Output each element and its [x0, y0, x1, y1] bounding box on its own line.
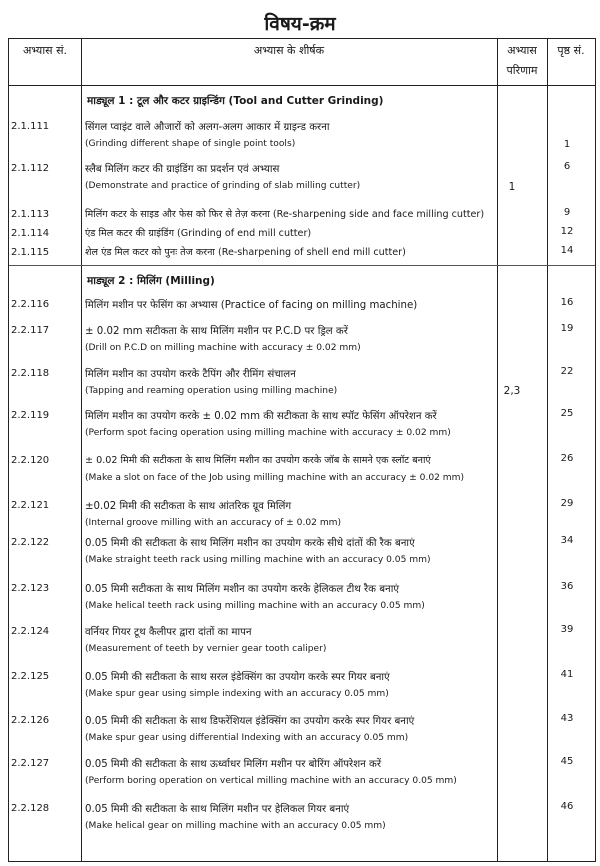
page-number: 19: [560, 323, 574, 334]
exercise-number: 2.1.111: [11, 121, 50, 132]
exercise-title-english: (Make spur gear using differential Indexing with an accuracy 0.05 mm): [85, 733, 409, 743]
module-1-outcome: 1: [508, 181, 516, 193]
page-number: 25: [560, 408, 574, 419]
exercise-title-english: (Make helical gear on milling machine with an accuracy 0.05 mm): [85, 821, 386, 831]
exercise-number: 2.2.126: [11, 715, 50, 726]
exercise-title: मिलिंग कटर के साइड और फेस को फिर से तेज़ करना (Re-sharpening side and face milling cutter): [85, 209, 485, 220]
exercise-number: 2.2.127: [11, 758, 50, 769]
exercise-number: 2.2.118: [11, 368, 50, 379]
header-divider: [9, 85, 595, 86]
exercise-number: 2.2.119: [11, 410, 50, 421]
exercise-number: 2.2.123: [11, 583, 50, 594]
module-2-outcome: 2,3: [503, 385, 521, 397]
header-exercise-title: अभ्यास के शीर्षक: [253, 44, 325, 57]
header-page-no: पृष्ठ सं.: [557, 44, 585, 57]
exercise-number: 2.2.124: [11, 626, 50, 637]
module-2-heading: माड्यूल 2 : मिलिंग (Milling): [87, 275, 215, 287]
exercise-title-hindi: ±0.02 मिमी की सटीकता के साथ आंतरिक ग्रूव मिलिंग: [85, 501, 292, 512]
exercise-title-hindi: 0.05 मिमी की सटीकता के साथ मिलिंग मशीन पर हेलिकल गियर बनाएं: [85, 804, 350, 815]
exercise-title-english: (Grinding different shape of single point tools): [85, 139, 296, 149]
page-number: 45: [560, 756, 574, 767]
page-number: 34: [560, 535, 574, 546]
exercise-title-hindi: 0.05 मिमी की सटीकता के साथ डिफरेंशियल इंडेक्सिंग का उपयोग करके स्पर गियर बनाएं: [85, 716, 415, 727]
exercise-title-english: (Make straight teeth rack using milling machine with an accuracy 0.05 mm): [85, 555, 431, 565]
exercise-title-hindi: स्लैब मिलिंग कटर की ग्राइंडिंग का प्रदर्शन एवं अभ्यास: [85, 164, 280, 175]
exercise-title-english: (Tapping and reaming operation using milling machine): [85, 386, 338, 396]
column-divider: [497, 39, 498, 861]
exercise-title-english: (Make a slot on face of the Job using milling machine with an accuracy ± 0.02 mm): [85, 473, 465, 483]
page-number: 26: [560, 453, 574, 464]
exercise-number: 2.1.114: [11, 228, 50, 239]
page-number: 9: [563, 207, 571, 218]
exercise-number: 2.2.125: [11, 671, 50, 682]
exercise-title-hindi: 0.05 मिमी की सटीकता के साथ ऊर्ध्वाधर मिलिंग मशीन पर बोरिंग ऑपरेशन करें: [85, 759, 382, 770]
exercise-title-english: (Make helical teeth rack using milling machine with an accuracy 0.05 mm): [85, 601, 425, 611]
page-number: 14: [560, 245, 574, 256]
exercise-title-hindi: वर्नियर गियर टूथ कैलीपर द्वारा दांतों का मापन: [85, 627, 252, 638]
exercise-number: 2.1.113: [11, 209, 50, 220]
exercise-number: 2.2.120: [11, 455, 50, 466]
exercise-title-hindi: सिंगल प्वाइंट वाले औजारों को अलग-अलग आकार में ग्राइन्ड करना: [85, 122, 330, 133]
exercise-number: 2.2.121: [11, 500, 50, 511]
exercise-title-english: (Drill on P.C.D on milling machine with accuracy ± 0.02 mm): [85, 343, 361, 353]
page-number: 36: [560, 581, 574, 592]
page-number: 39: [560, 624, 574, 635]
exercise-title-hindi: मिलिंग मशीन का उपयोग करके ± 0.02 mm की सटीकता के साथ स्पॉट फेसिंग ऑपरेशन करें: [85, 411, 437, 422]
exercise-title-english: (Perform spot facing operation using milling machine with accuracy ± 0.02 mm): [85, 428, 451, 438]
exercise-title-hindi: मिलिंग मशीन का उपयोग करके टैपिंग और रीमिंग संचालन: [85, 369, 296, 380]
page-number: 22: [560, 366, 574, 377]
exercise-number: 2.2.122: [11, 537, 50, 548]
exercise-title-hindi: 0.05 मिमी की सटीकता के साथ मिलिंग मशीन का उपयोग करके सीधे दांतों की रैक बनाएं: [85, 538, 415, 549]
header-outcome-line2: परिणाम: [506, 64, 538, 77]
exercise-title-english: (Demonstrate and practice of grinding of slab milling cutter): [85, 181, 361, 191]
page-number: 12: [560, 226, 574, 237]
exercise-number: 2.2.117: [11, 325, 50, 336]
header-outcome-line1: अभ्यास: [507, 44, 537, 57]
exercise-title-english: (Measurement of teeth by vernier gear tooth caliper): [85, 644, 327, 654]
page-number: 1: [563, 139, 571, 150]
page-number: 41: [560, 669, 574, 680]
exercise-title: एंड मिल कटर की ग्राइंडिंग (Grinding of end mill cutter): [85, 228, 312, 239]
exercise-title-hindi: 0.05 मिमी की सटीकता के साथ सरल इंडेक्सिंग का उपयोग करके स्पर गियर बनाएं: [85, 672, 390, 683]
page-number: 16: [560, 297, 574, 308]
column-divider: [81, 39, 82, 861]
page-number: 43: [560, 713, 574, 724]
exercise-title-english: (Perform boring operation on vertical milling machine with an accuracy 0.05 mm): [85, 776, 457, 786]
page-number: 29: [560, 498, 574, 509]
contents-table: [8, 38, 596, 862]
page-title: विषय-क्रम: [264, 13, 336, 35]
exercise-number: 2.1.112: [11, 163, 50, 174]
exercise-title: मिलिंग मशीन पर फेसिंग का अभ्यास (Practice of facing on milling machine): [85, 300, 418, 311]
module-1-heading: माड्यूल 1 : टूल और कटर ग्राइन्डिंग (Tool and Cutter Grinding): [87, 95, 384, 107]
exercise-title-hindi: 0.05 मिमी सटीकता के साथ मिलिंग मशीन का उपयोग करके हेलिकल टीथ रैक बनाएं: [85, 584, 399, 595]
exercise-title-hindi: ± 0.02 मिमी की सटीकता के साथ मिलिंग मशीन का उपयोग करके जॉब के सामने एक स्लॉट बनाएं: [85, 455, 431, 466]
exercise-number: 2.2.128: [11, 803, 50, 814]
exercise-title-english: (Internal groove milling with an accuracy of ± 0.02 mm): [85, 518, 342, 528]
exercise-title: शेल एंड मिल कटर को पुनः तेज करना (Re-sharpening of shell end mill cutter): [85, 247, 406, 258]
module-divider: [9, 265, 595, 266]
page-number: 46: [560, 801, 574, 812]
header-exercise-no: अभ्यास सं.: [22, 44, 68, 57]
exercise-number: 2.1.115: [11, 247, 50, 258]
page-number: 6: [563, 161, 571, 172]
exercise-number: 2.2.116: [11, 299, 50, 310]
exercise-title-english: (Make spur gear using simple indexing with an accuracy 0.05 mm): [85, 689, 389, 699]
exercise-title-hindi: ± 0.02 mm सटीकता के साथ मिलिंग मशीन पर P.C.D पर ड्रिल करें: [85, 326, 348, 337]
